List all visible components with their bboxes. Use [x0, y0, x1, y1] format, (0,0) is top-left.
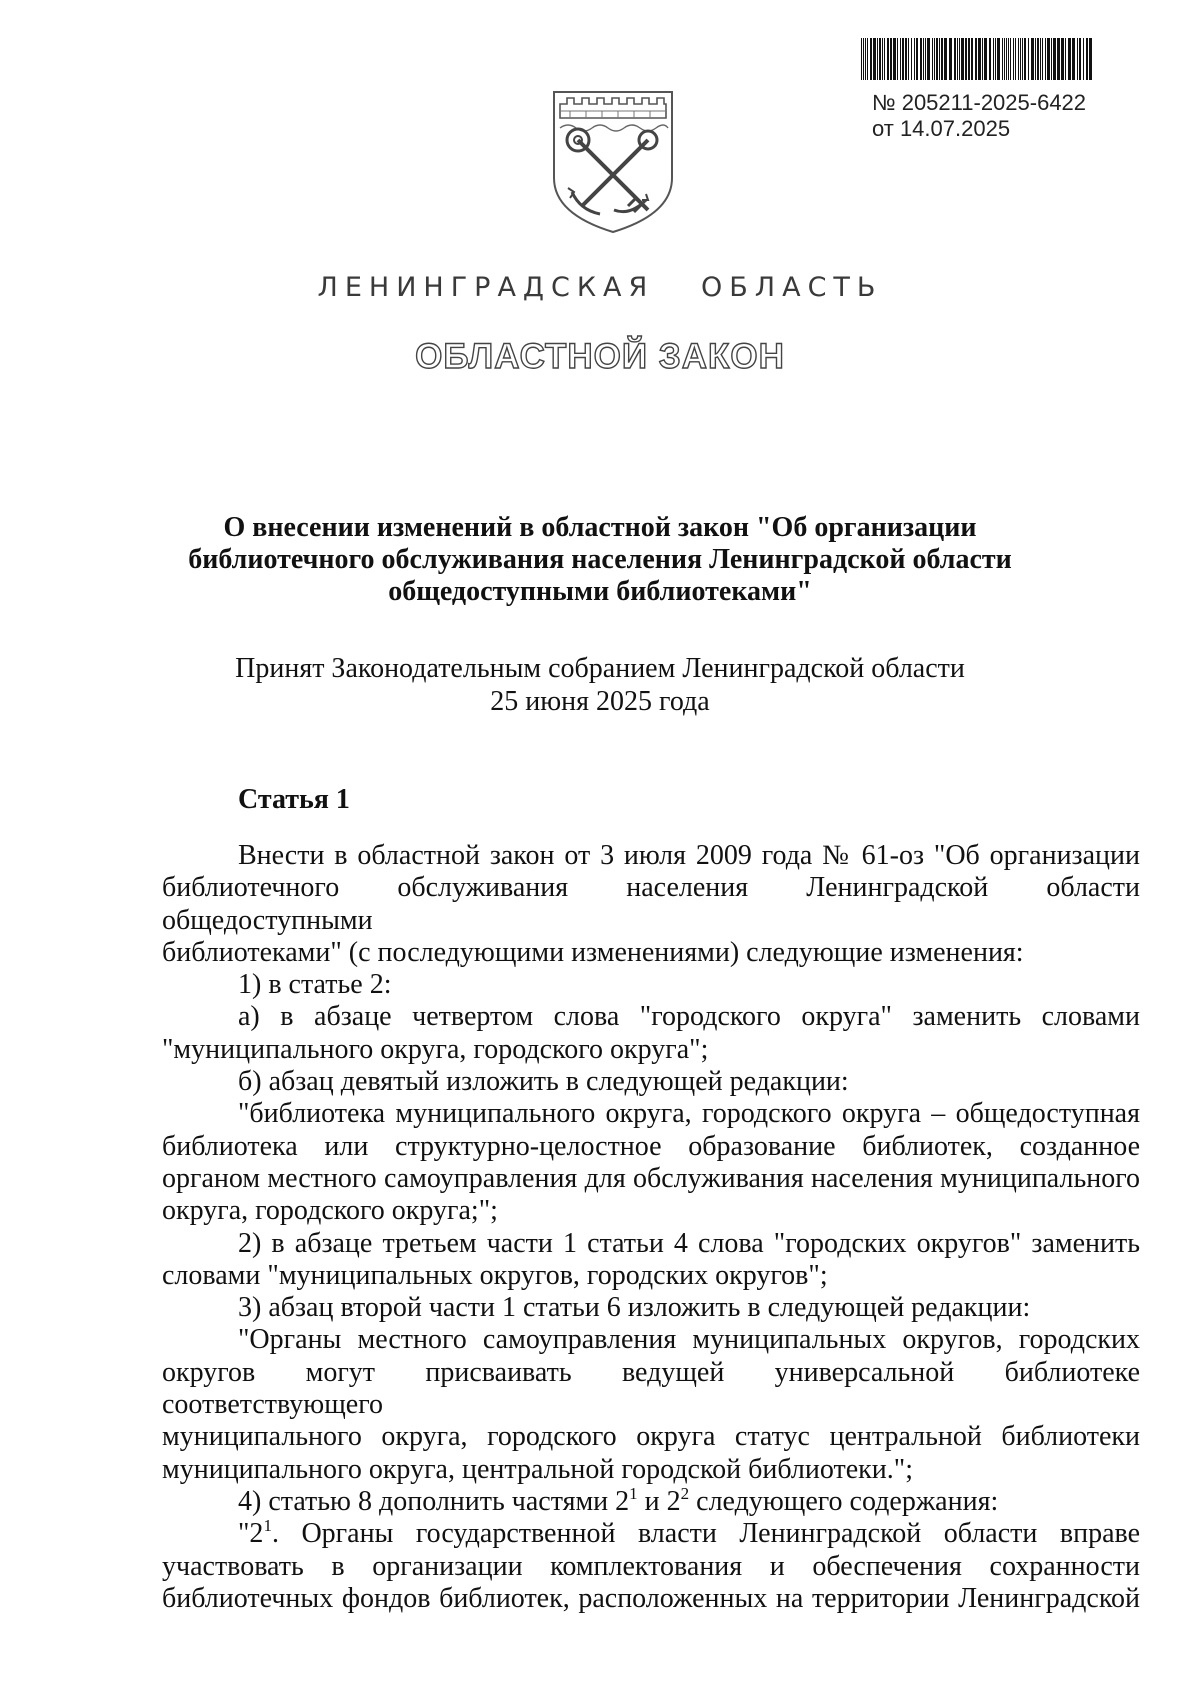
body-line: 1) в статье 2:: [238, 969, 392, 1001]
article-heading: Статья 1: [238, 784, 350, 815]
body-line: "$2^1$. Органы государственной власти Ленинградской области вправе: [238, 1516, 1140, 1550]
law-title-line: общедоступными библиотеками": [388, 576, 812, 607]
body-line: библиотечных фондов библиотек, расположенных на территории Ленинградской: [162, 1582, 1140, 1614]
body-line: 3) абзац второй части 1 статьи 6 изложить в следующей редакции:: [238, 1292, 1031, 1324]
body-line: 4) статью 8 дополнить частями $2^1$ и $2^2$ следующего содержания:: [238, 1483, 999, 1517]
registration-number: № 205211-2025-6422: [872, 90, 1087, 115]
body-line: б) абзац девятый изложить в следующей редакции:: [238, 1066, 849, 1098]
body-line: "библиотека муниципального округа, городского округа – общедоступная: [238, 1098, 1140, 1130]
body-line: участвовать в организации комплектования и обеспечения сохранности: [162, 1550, 1140, 1582]
barcode: [861, 38, 1093, 80]
body-line: а) в абзаце четвертом слова "городского округа" заменить словами: [238, 1001, 1140, 1033]
body-line: библиотека или структурно-целостное образование библиотек, созданное: [162, 1130, 1140, 1162]
body-line: округа, городского округа;";: [162, 1195, 498, 1227]
body-line: округов могут присваивать ведущей универсальной библиотеке соответствующего: [162, 1356, 1140, 1421]
body-line: 2) в абзаце третьем части 1 статьи 4 слова "городских округов" заменить: [238, 1227, 1140, 1259]
body-line: Внести в областной закон от 3 июля 2009 года № 61-оз "Об организации: [238, 840, 1140, 871]
registration-date: от 14.07.2025: [872, 116, 1011, 141]
adoption-line: Принят Законодательным собранием Ленинградской области: [235, 653, 965, 684]
adoption-date: 25 июня 2025 года: [490, 686, 710, 717]
body-line: словами "муниципальных округов, городских округов";: [162, 1259, 828, 1291]
body-line: библиотечного обслуживания населения Ленинградской области общедоступными: [162, 872, 1140, 936]
body-line: муниципального округа, городского округа статус центральной библиотеки: [162, 1421, 1140, 1453]
region-heading: ЛЕНИНГРАДСКАЯ ОБЛАСТЬ: [317, 272, 883, 303]
law-title: [150, 512, 1050, 608]
body-line: библиотеками" (с последующими изменениями) следующие изменения:: [162, 936, 1024, 968]
law-title-line: О внесении изменений в областной закон "Об организации: [223, 512, 977, 543]
article-body: [162, 840, 1140, 1615]
body-line: "Органы местного самоуправления муниципальных округов, городских: [238, 1324, 1140, 1356]
body-line: органом местного самоуправления для обслуживания населения муниципального: [162, 1162, 1140, 1194]
adoption-note: [150, 652, 1050, 718]
coat-of-arms-emblem: [550, 82, 676, 234]
document-type-heading: ОБЛАСТНОЙ ЗАКОН: [415, 337, 785, 376]
body-line: муниципального округа, центральной городской библиотеки.";: [162, 1453, 913, 1485]
body-line: "муниципального округа, городского округа";: [162, 1033, 709, 1065]
law-title-line: библиотечного обслуживания населения Ленинградской области: [188, 544, 1012, 575]
